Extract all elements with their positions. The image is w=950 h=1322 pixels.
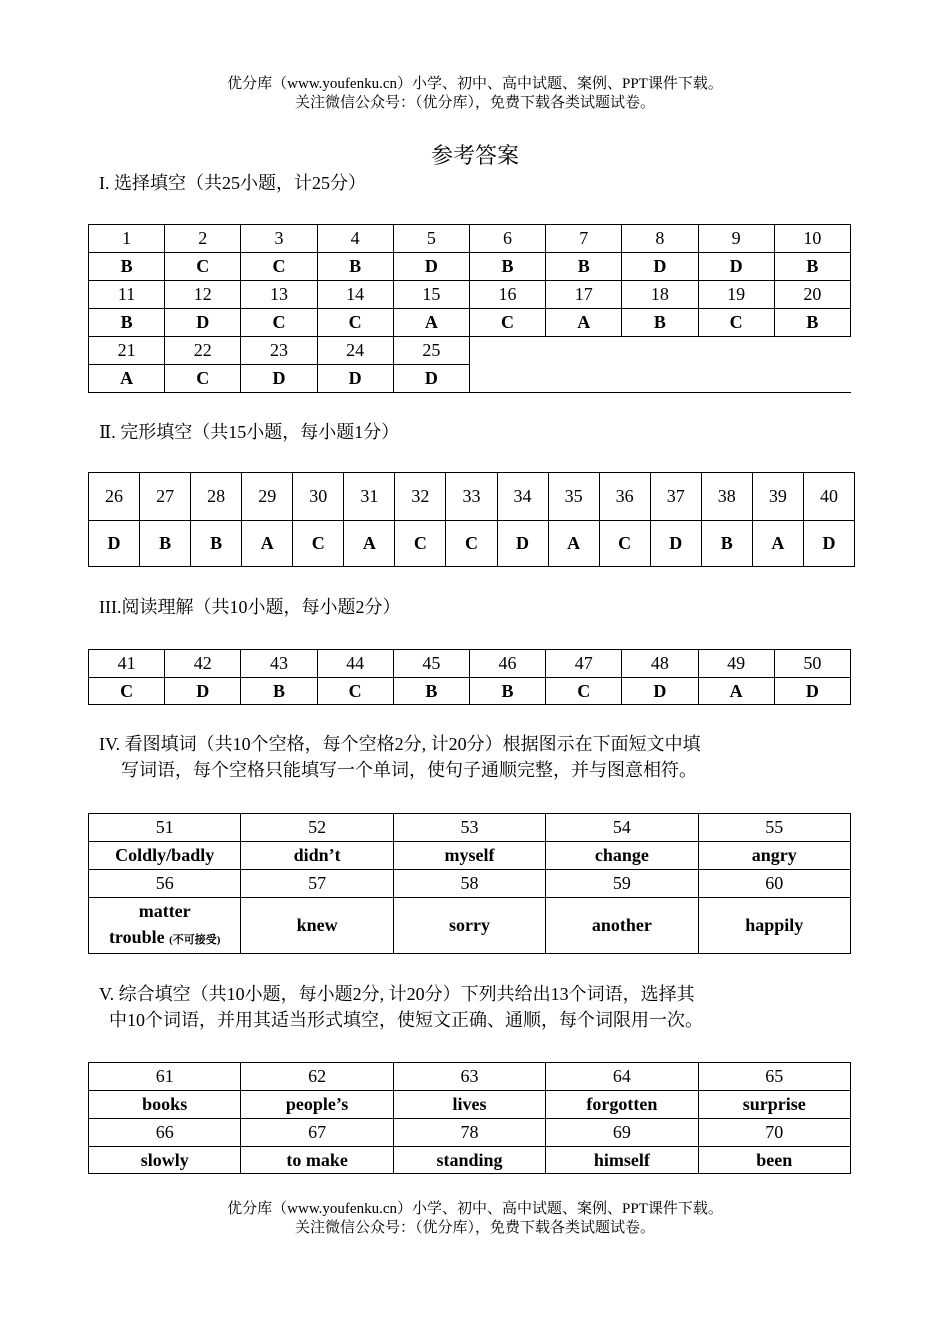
table-row <box>89 1091 851 1119</box>
num-cell: 6 <box>469 225 545 253</box>
num-cell: 7 <box>546 225 622 253</box>
answer-cell: B <box>317 253 393 281</box>
answer-cell: myself <box>393 842 545 870</box>
num-cell: 42 <box>165 650 241 678</box>
table-row <box>89 678 851 705</box>
answer-cell: C <box>317 678 393 705</box>
num-cell: 55 <box>698 814 850 842</box>
num-cell: 40 <box>803 473 854 521</box>
answer-cell: B <box>89 309 165 337</box>
num-cell: 60 <box>698 870 850 898</box>
answer-cell: A <box>548 521 599 567</box>
table-row <box>89 1147 851 1174</box>
table-row <box>89 1119 851 1147</box>
num-cell: 11 <box>89 281 165 309</box>
num-cell: 33 <box>446 473 497 521</box>
footer-line-2: 关注微信公众号：（优分库），免费下载各类试题试卷。 <box>294 1220 655 1236</box>
answer-cell: B <box>393 678 469 705</box>
answer-cell: D <box>393 365 469 393</box>
table-row <box>89 225 851 253</box>
section-4-title-line-2: 写词语，每个空格只能填写一个单词，使句子通顺完整，并与图意相符。 <box>121 760 697 780</box>
num-cell: 30 <box>293 473 344 521</box>
num-cell: 66 <box>89 1119 241 1147</box>
num-cell: 12 <box>165 281 241 309</box>
answer-cell: himself <box>546 1147 698 1174</box>
answer-cell: standing <box>393 1147 545 1174</box>
table-row <box>89 309 851 337</box>
answer-56-word: trouble <box>108 927 165 947</box>
num-cell: 21 <box>89 337 165 365</box>
answer-table-4 <box>88 813 851 954</box>
num-cell: 28 <box>191 473 242 521</box>
num-cell: 17 <box>546 281 622 309</box>
num-cell: 54 <box>546 814 698 842</box>
num-cell: 5 <box>393 225 469 253</box>
answer-56-line-2 <box>89 924 240 953</box>
answer-cell-56 <box>89 898 241 954</box>
num-cell: 26 <box>89 473 140 521</box>
num-cell: 13 <box>241 281 317 309</box>
num-cell: 46 <box>469 650 545 678</box>
answer-56-line-1: matter <box>138 901 191 921</box>
section-4-title <box>99 731 701 783</box>
answer-cell: A <box>698 678 774 705</box>
table-row <box>89 253 851 281</box>
num-cell: 56 <box>89 870 241 898</box>
answer-cell: B <box>241 678 317 705</box>
num-cell: 1 <box>89 225 165 253</box>
num-cell: 39 <box>752 473 803 521</box>
answer-cell: C <box>698 309 774 337</box>
num-cell: 61 <box>89 1063 241 1091</box>
answer-cell: D <box>622 253 698 281</box>
answer-cell: C <box>89 678 165 705</box>
answer-cell: B <box>701 521 752 567</box>
num-cell: 34 <box>497 473 548 521</box>
num-cell: 37 <box>650 473 701 521</box>
num-cell: 24 <box>317 337 393 365</box>
answer-cell: D <box>698 253 774 281</box>
answer-cell: happily <box>698 898 850 954</box>
answer-cell: A <box>546 309 622 337</box>
answer-table-2 <box>88 472 855 567</box>
section-1-title: I. 选择填空（共25小题，计25分） <box>99 173 366 193</box>
answer-cell: B <box>622 309 698 337</box>
num-cell: 16 <box>469 281 545 309</box>
num-cell: 10 <box>774 225 850 253</box>
answer-cell: D <box>165 309 241 337</box>
answer-cell: A <box>242 521 293 567</box>
answer-cell: forgotten <box>546 1091 698 1119</box>
num-cell: 18 <box>622 281 698 309</box>
answer-cell: angry <box>698 842 850 870</box>
page-title: 参考答案 <box>430 143 519 168</box>
answer-cell: D <box>803 521 854 567</box>
answer-table-1 <box>88 224 851 393</box>
section-3-title: III.阅读理解（共10小题，每小题2分） <box>99 597 401 617</box>
table-row <box>89 281 851 309</box>
section-5-title <box>99 981 703 1033</box>
answer-cell: books <box>89 1091 241 1119</box>
answer-cell: B <box>469 678 545 705</box>
answer-cell: C <box>293 521 344 567</box>
num-cell: 48 <box>622 650 698 678</box>
table-row <box>89 337 851 365</box>
num-cell: 47 <box>546 650 622 678</box>
num-cell: 2 <box>165 225 241 253</box>
answer-cell: A <box>393 309 469 337</box>
answer-cell: D <box>774 678 850 705</box>
num-cell: 43 <box>241 650 317 678</box>
num-cell: 36 <box>599 473 650 521</box>
answer-cell: C <box>599 521 650 567</box>
answer-cell: D <box>317 365 393 393</box>
num-cell: 50 <box>774 650 850 678</box>
num-cell: 3 <box>241 225 317 253</box>
answer-cell: didn’t <box>241 842 393 870</box>
answer-cell: A <box>344 521 395 567</box>
num-cell: 49 <box>698 650 774 678</box>
answer-cell: B <box>774 253 850 281</box>
num-cell: 62 <box>241 1063 393 1091</box>
num-cell: 32 <box>395 473 446 521</box>
answer-cell: D <box>89 521 140 567</box>
answer-cell: lives <box>393 1091 545 1119</box>
num-cell: 57 <box>241 870 393 898</box>
footer-line-1: 优分库（www.youfenku.cn）小学、初中、高中试题、案例、PPT课件下载。 <box>227 1201 723 1217</box>
num-cell: 31 <box>344 473 395 521</box>
num-cell: 29 <box>242 473 293 521</box>
table-row <box>89 842 851 870</box>
num-cell: 19 <box>698 281 774 309</box>
answer-cell: sorry <box>393 898 545 954</box>
num-cell: 8 <box>622 225 698 253</box>
answer-cell: C <box>446 521 497 567</box>
answer-table-5 <box>88 1062 851 1174</box>
answer-cell: A <box>752 521 803 567</box>
num-cell: 67 <box>241 1119 393 1147</box>
answer-56-note: (不可接受) <box>169 934 221 946</box>
answer-cell: another <box>546 898 698 954</box>
answer-cell: D <box>241 365 317 393</box>
answer-cell: C <box>165 365 241 393</box>
answer-cell: B <box>140 521 191 567</box>
answer-cell: B <box>546 253 622 281</box>
section-2-title: Ⅱ. 完形填空（共15小题，每小题1分） <box>99 422 400 442</box>
num-cell: 45 <box>393 650 469 678</box>
table-row <box>89 521 855 567</box>
table-row <box>89 814 851 842</box>
answer-cell: been <box>698 1147 850 1174</box>
answer-cell: C <box>241 253 317 281</box>
answer-cell: people’s <box>241 1091 393 1119</box>
num-cell: 22 <box>165 337 241 365</box>
table-row <box>89 473 855 521</box>
num-cell: 4 <box>317 225 393 253</box>
table-row <box>89 870 851 898</box>
num-cell: 52 <box>241 814 393 842</box>
header-line-1: 优分库（www.youfenku.cn）小学、初中、高中试题、案例、PPT课件下载。 <box>227 76 723 92</box>
num-cell: 59 <box>546 870 698 898</box>
table-row <box>89 898 851 954</box>
num-cell: 38 <box>701 473 752 521</box>
num-cell: 14 <box>317 281 393 309</box>
num-cell: 44 <box>317 650 393 678</box>
answer-cell: to make <box>241 1147 393 1174</box>
num-cell: 70 <box>698 1119 850 1147</box>
answer-cell: D <box>622 678 698 705</box>
section-4-title-line-1: IV. 看图填词（共10个空格，每个空格2分, 计20分）根据图示在下面短文中填 <box>99 734 701 754</box>
num-cell: 35 <box>548 473 599 521</box>
answer-cell: knew <box>241 898 393 954</box>
answer-cell: C <box>317 309 393 337</box>
num-cell: 53 <box>393 814 545 842</box>
answer-table-3 <box>88 649 851 705</box>
num-cell: 9 <box>698 225 774 253</box>
num-cell: 27 <box>140 473 191 521</box>
answer-cell: C <box>241 309 317 337</box>
answer-cell: B <box>774 309 850 337</box>
answer-cell: B <box>469 253 545 281</box>
num-cell: 58 <box>393 870 545 898</box>
answer-cell: C <box>546 678 622 705</box>
num-cell: 20 <box>774 281 850 309</box>
num-cell: 64 <box>546 1063 698 1091</box>
answer-cell: D <box>165 678 241 705</box>
answer-cell: C <box>469 309 545 337</box>
answer-cell: Coldly/badly <box>89 842 241 870</box>
answer-cell: B <box>89 253 165 281</box>
answer-cell: change <box>546 842 698 870</box>
num-cell: 23 <box>241 337 317 365</box>
answer-cell: slowly <box>89 1147 241 1174</box>
answer-cell: surprise <box>698 1091 850 1119</box>
num-cell: 69 <box>546 1119 698 1147</box>
num-cell: 51 <box>89 814 241 842</box>
num-cell: 63 <box>393 1063 545 1091</box>
header-line-2: 关注微信公众号：（优分库），免费下载各类试题试卷。 <box>294 95 655 111</box>
section-5-title-line-2: 中10个词语，并用其适当形式填空，使短文正确、通顺，每个词限用一次。 <box>109 1010 703 1030</box>
answer-cell: D <box>393 253 469 281</box>
empty-cell <box>469 337 850 393</box>
answer-cell: A <box>89 365 165 393</box>
answer-cell: D <box>650 521 701 567</box>
answer-cell: D <box>497 521 548 567</box>
num-cell: 41 <box>89 650 165 678</box>
page-footer <box>0 1200 950 1238</box>
answer-cell: C <box>165 253 241 281</box>
page-header <box>0 75 950 113</box>
num-cell: 15 <box>393 281 469 309</box>
answer-cell: C <box>395 521 446 567</box>
answer-cell: B <box>191 521 242 567</box>
section-5-title-line-1: V. 综合填空（共10小题，每小题2分, 计20分）下列共给出13个词语，选择其 <box>99 984 695 1004</box>
num-cell: 25 <box>393 337 469 365</box>
num-cell: 65 <box>698 1063 850 1091</box>
table-row <box>89 650 851 678</box>
table-row <box>89 1063 851 1091</box>
num-cell: 78 <box>393 1119 545 1147</box>
